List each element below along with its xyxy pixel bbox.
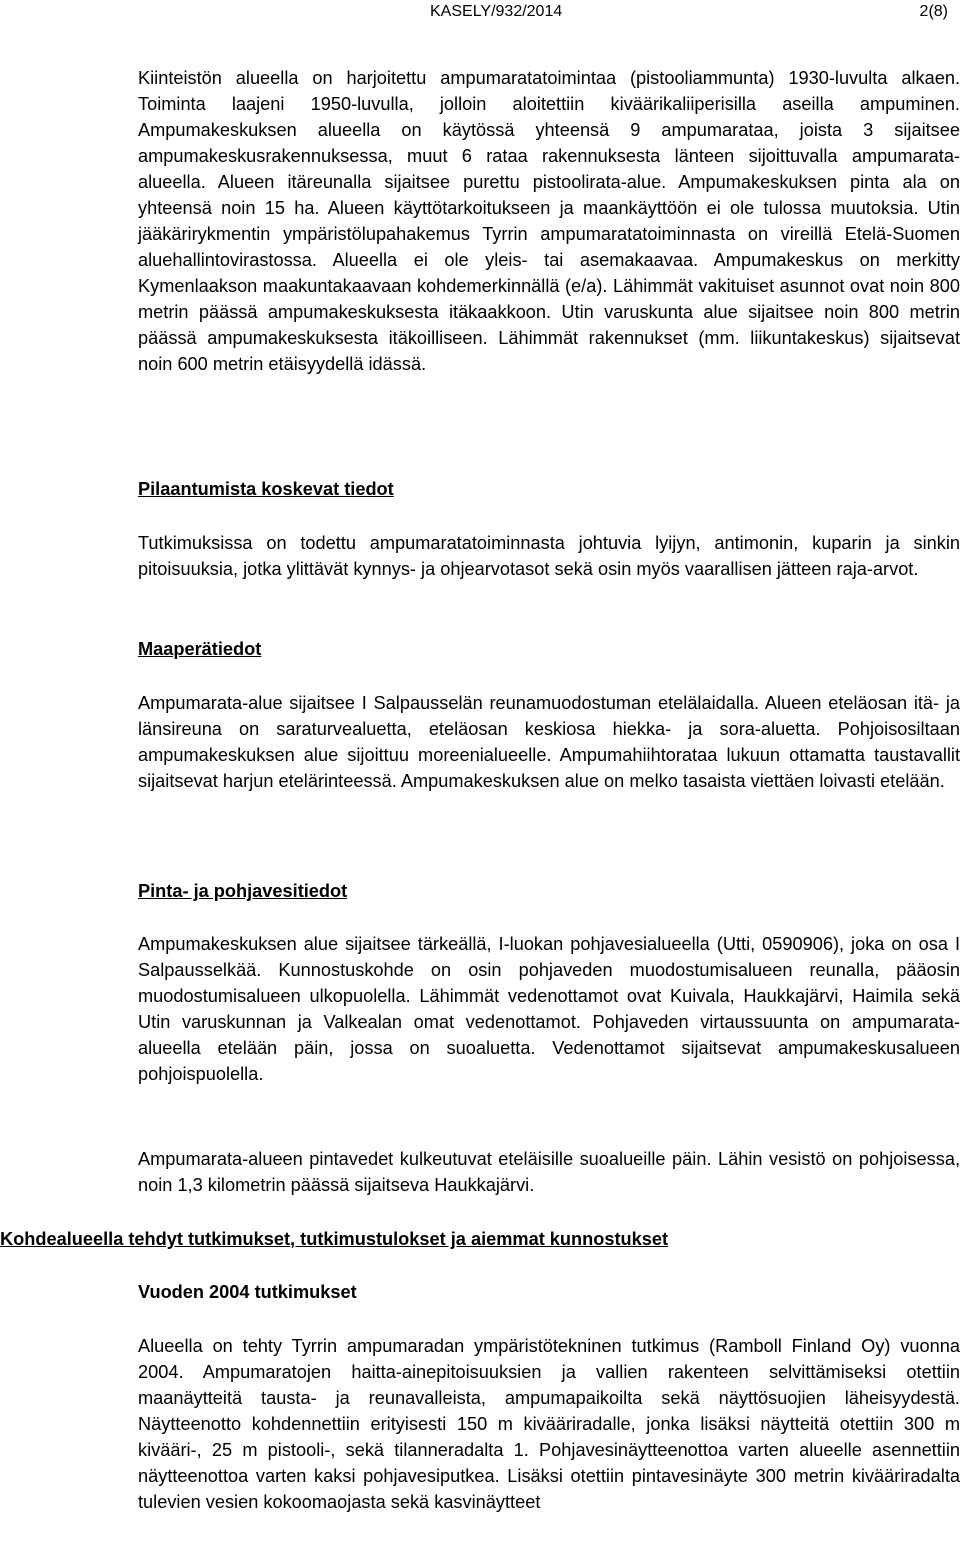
water-paragraph-1: Ampumakeskuksen alue sijaitsee tärkeällä, I-luokan pohjavesialueella (Utti, 0590906), joka on osa I Salpausselkää. Kunnostuskohde on osin pohjaveden muodostumisalueen reunalla, pääosin muodostumisalueen ulkopuolella. Lähimmät vedenottamot ovat Kuivala, Haukkajärvi, Haimila sekä Utin varuskunnan ja Valkealan omat vedenottamot. Pohjaveden virtaussuunta on ampumarata-alueella etelään päin, jossa on suoaluetta. Vedenottamot sijaitsevat ampumakeskusalueen pohjoispuolella. <box>138 934 960 1084</box>
studies-heading: Kohdealueella tehdyt tutkimukset, tutkimustulokset ja aiemmat kunnostukset <box>0 1229 669 1249</box>
studies-2004-heading: Vuoden 2004 tutkimukset <box>138 1282 357 1302</box>
pollution-paragraph: Tutkimuksissa on todettu ampumaratatoiminnasta johtuvia lyijyn, antimonin, kuparin ja sinkin pitoisuuksia, jotka ylittävät kynnys- ja ohjearvotasot sekä osin myös vaarallisen jätteen raja-arvot. <box>138 533 960 579</box>
water-paragraph-2: Ampumarata-alueen pintavedet kulkeutuvat eteläisille suoalueille päin. Lähin vesistö on pohjoisessa, noin 1,3 kilometrin päässä sijaitseva Haukkajärvi. <box>138 1149 960 1195</box>
document-id: KASELY/932/2014 <box>430 3 563 20</box>
page-number: 2(8) <box>919 3 948 20</box>
soil-heading: Maaperätiedot <box>138 639 262 659</box>
intro-paragraph: Kiinteistön alueella on harjoitettu ampumaratatoimintaa (pistooliammunta) 1930-luvulta alkaen. Toiminta laajeni 1950-luvulla, jolloin aloitettiin kiväärikaliiperisilla aseilla ampuminen. Ampumakeskuksen alueella on käytössä yhteensä 9 ampumarataa, joista 3 sijaitsee ampumakeskusrakennuksessa, muut 6 rataa rakennuksesta länteen sijoittuvalla ampumarata-alueella. Alueen itäreunalla sijaitsee purettu pistoolirata-alue. Ampumakeskuksen pinta ala on yhteensä noin 15 ha. Alueen käyttötarkoitukseen ja maankäyttöön ei ole tulossa muutoksia. Utin jääkärirykmentin ympäristölupahakemus Tyrrin ampumaratatoiminnasta on vireillä Etelä-Suomen aluehallintovirastossa. Alueella ei ole yleis- tai asemakaavaa. Ampumakeskus on merkitty Kymenlaakson maakuntakaavaan kohdemerkinnällä (e/a). Lähimmät vakituiset asunnot ovat noin 800 metrin päässä ampumakeskuksesta itäkaakkoon. Utin varuskunta alue sijaitsee noin 800 metrin päässä ampumakeskuksesta itäkoilliseen. Lähimmät rakennukset (mm. liikuntakeskus) sijaitsevat noin 600 metrin etäisyydellä idässä. <box>138 68 960 374</box>
page-header <box>0 0 960 26</box>
pollution-heading: Pilaantumista koskevat tiedot <box>138 479 394 499</box>
water-heading: Pinta- ja pohjavesitiedot <box>138 881 348 901</box>
studies-2004-paragraph: Alueella on tehty Tyrrin ampumaradan ympäristötekninen tutkimus (Ramboll Finland Oy) vuonna 2004. Ampumaratojen haitta-ainepitoisuuksien ja vallien rakenteen selvittämiseksi otettiin maanäytteitä tausta- ja reunavalleista, ampumapaikoilta sekä näyttösuojien läheisyydestä. Näytteenotto kohdennettiin erityisesti 150 m kivääriradalle, jonka lisäksi näytteitä otettiin 300 m kivääri-, 25 m pistooli-, sekä tilanneradalta 1. Pohjavesinäytteenottoa varten alueelle asennettiin näytteenottoa varten kaksi pohjavesiputkea. Lisäksi otettiin pintavesinäyte 300 metrin kivääriradalta tulevien vesien kokoomaojasta sekä kasvinäytteet <box>138 1336 960 1512</box>
soil-paragraph: Ampumarata-alue sijaitsee I Salpausselän reunamuodostuman etelälaidalla. Alueen eteläosan itä- ja länsireuna on saraturvealuetta, eteläosan keskiosa hiekka- ja sora-aluetta. Pohjoisosiltaan ampumakeskuksen alue sijoittuu moreenialueelle. Ampumahiihtorataa lukuun ottamatta taustavallit sijaitsevat harjun etelärinteessä. Ampumakeskuksen alue on melko tasaista viettäen loivasti etelään. <box>138 693 960 791</box>
